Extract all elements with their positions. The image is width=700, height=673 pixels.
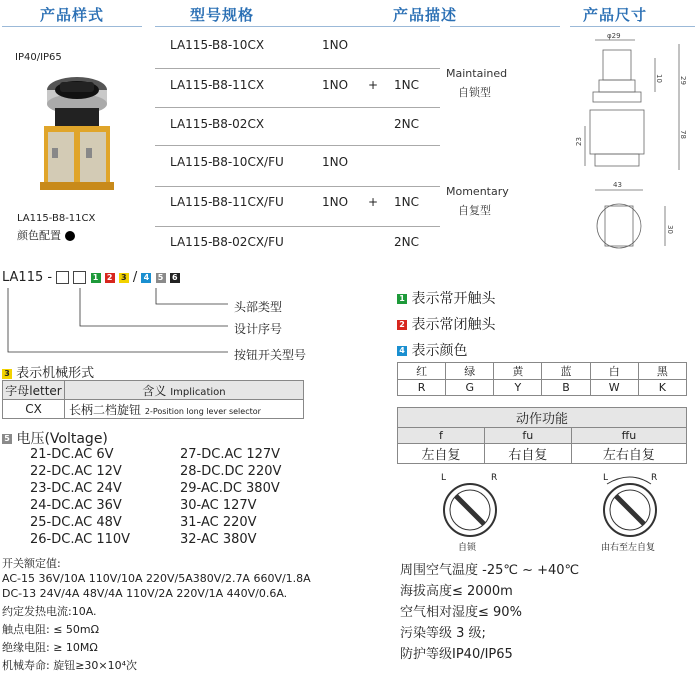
color-code-cell: G bbox=[446, 380, 494, 396]
mech-title bbox=[2, 362, 94, 381]
momentary-en: Momentary bbox=[446, 185, 509, 198]
function-desc: 左自复 bbox=[398, 444, 485, 464]
model-contact1: 1NO bbox=[322, 195, 349, 209]
dial1-caption: 自锁 bbox=[458, 543, 477, 553]
voltage-item: 24-DC.AC 36V bbox=[30, 498, 122, 513]
color-cn-cell: 绿 bbox=[446, 363, 494, 380]
environment bbox=[400, 560, 579, 665]
model-contact1: 1NO bbox=[322, 38, 349, 52]
voltage-right bbox=[180, 446, 281, 548]
mech-r2 bbox=[65, 400, 304, 419]
label-switch-model: 按钮开关型号 bbox=[234, 348, 307, 362]
momentary-cn: 自复型 bbox=[458, 204, 491, 217]
code-n3: 3 bbox=[119, 273, 129, 283]
ratings-contact: 触点电阻: ≤ 50mΩ bbox=[2, 623, 100, 636]
code-prefix: LA115 - bbox=[2, 270, 53, 285]
model-contact1: 1NO bbox=[322, 78, 349, 92]
voltage-title-text: 电压(Voltage) bbox=[16, 431, 108, 447]
label-head-type: 头部类型 bbox=[234, 300, 283, 314]
dim-78: 78 bbox=[679, 130, 687, 139]
voltage-title bbox=[2, 428, 108, 448]
model-contact2: 2NC bbox=[394, 117, 419, 131]
environment-item: 周围空气温度 -25℃ ~ +40℃ bbox=[400, 563, 580, 578]
voltage-item: 27-DC.AC 127V bbox=[180, 447, 281, 462]
label-design-no: 设计序号 bbox=[234, 322, 283, 336]
code-n4: 4 bbox=[141, 273, 151, 283]
function-desc: 右自复 bbox=[484, 444, 571, 464]
environment-item: 污染等级 3 级; bbox=[400, 626, 486, 641]
ratings-life: 机械寿命: 旋钮≥30×10⁴次 bbox=[2, 659, 138, 672]
code-n1: 1 bbox=[91, 273, 101, 283]
function-col: f bbox=[398, 428, 485, 444]
model-plus: + bbox=[368, 78, 379, 92]
code-n5: 5 bbox=[156, 273, 166, 283]
model-name: LA115-B8-02CX bbox=[170, 117, 265, 131]
color-code-cell: Y bbox=[494, 380, 542, 396]
color-table bbox=[397, 362, 687, 396]
color-cn-cell: 白 bbox=[590, 363, 638, 380]
dim-phi29: φ29 bbox=[607, 32, 621, 40]
model-contact2: 2NC bbox=[394, 235, 419, 249]
code-n2: 2 bbox=[105, 273, 115, 283]
ratings bbox=[2, 556, 311, 673]
voltage-item: 30-AC 127V bbox=[180, 498, 257, 513]
mech-r1: CX bbox=[3, 400, 65, 419]
voltage-item: 23-DC.AC 24V bbox=[30, 481, 122, 496]
function-col: fu bbox=[484, 428, 571, 444]
code-leader-lines bbox=[0, 286, 240, 366]
legend-no bbox=[397, 286, 495, 312]
model-name: LA115-B8-10CX bbox=[170, 38, 265, 52]
voltage-item: 31-AC 220V bbox=[180, 515, 257, 530]
function-title: 动作功能 bbox=[398, 408, 687, 428]
color-code-cell: B bbox=[542, 380, 590, 396]
header-dimensions: 产品尺寸 bbox=[583, 6, 648, 24]
color-code-cell: R bbox=[398, 380, 446, 396]
voltage-item: 28-DC.DC 220V bbox=[180, 464, 282, 479]
dim-43: 43 bbox=[613, 181, 622, 189]
dial1-r: R bbox=[491, 473, 498, 483]
mech-r2-en: 2-Position long lever selector bbox=[144, 406, 261, 416]
ratings-ac: AC-15 36V/10A 110V/10A 220V/5A380V/2.7A 660V/1.8A bbox=[2, 572, 311, 585]
dial2-r: R bbox=[651, 473, 658, 483]
legend bbox=[397, 286, 495, 364]
color-cn-cell: 蓝 bbox=[542, 363, 590, 380]
dim-23: 23 bbox=[575, 137, 583, 146]
ratings-insulation: 绝缘电阻: ≥ 10MΩ bbox=[2, 641, 98, 654]
environment-item: 防护等级IP40/IP65 bbox=[400, 647, 513, 662]
voltage-item: 21-DC.AC 6V bbox=[30, 447, 114, 462]
dim-10: 10 bbox=[655, 74, 663, 83]
model-contact2: 1NC bbox=[394, 78, 419, 92]
dial2-caption: 由右至左自复 bbox=[601, 543, 656, 553]
legend-nc bbox=[397, 312, 495, 338]
voltage-item: 22-DC.AC 12V bbox=[30, 464, 122, 479]
model-plus: + bbox=[368, 195, 379, 209]
product-model-label: LA115-B8-11CX bbox=[17, 213, 96, 224]
mech-h2-cn: 含义 bbox=[142, 383, 167, 398]
environment-item: 海拔高度≤ 2000m bbox=[400, 584, 513, 599]
voltage-num: 5 bbox=[2, 434, 12, 444]
color-config-text: 颜色配置 bbox=[17, 229, 61, 242]
model-contact1: 1NO bbox=[322, 155, 349, 169]
header-product-style: 产品样式 bbox=[40, 6, 105, 24]
function-table bbox=[397, 407, 687, 464]
ratings-title: 开关额定值: bbox=[2, 557, 61, 570]
product-photo bbox=[30, 68, 125, 198]
legend-nc-text: 表示常闭触头 bbox=[411, 317, 496, 333]
model-name: LA115-B8-02CX/FU bbox=[170, 235, 284, 249]
environment-item: 空气相对湿度≤ 90% bbox=[400, 605, 522, 620]
mech-num: 3 bbox=[2, 369, 12, 379]
dimension-drawing bbox=[575, 30, 700, 260]
dim-30: 30 bbox=[666, 225, 674, 234]
legend-no-text: 表示常开触头 bbox=[411, 291, 496, 307]
voltage-item: 32-AC 380V bbox=[180, 532, 257, 547]
dim-29v: 29 bbox=[679, 76, 687, 85]
header-description: 产品描述 bbox=[393, 6, 458, 24]
legend-color bbox=[397, 338, 495, 364]
code-box-1 bbox=[56, 271, 69, 284]
legend-num4: 4 bbox=[397, 346, 407, 356]
legend-color-text: 表示颜色 bbox=[411, 343, 468, 359]
voltage-item: 26-DC.AC 110V bbox=[30, 532, 131, 547]
color-cn-cell: 黄 bbox=[494, 363, 542, 380]
color-cn-cell: 红 bbox=[398, 363, 446, 380]
code-slash: / bbox=[132, 270, 138, 285]
code-box-2 bbox=[73, 271, 86, 284]
header-model-spec: 型号规格 bbox=[190, 6, 255, 24]
voltage-item: 25-DC.AC 48V bbox=[30, 515, 122, 530]
mech-h2 bbox=[65, 381, 304, 400]
code-n6: 6 bbox=[170, 273, 180, 283]
legend-num1: 1 bbox=[397, 294, 407, 304]
protection-label: IP40/IP65 bbox=[15, 52, 62, 63]
dial2-l: L bbox=[603, 473, 609, 483]
color-cn-cell: 黑 bbox=[638, 363, 686, 380]
header-bar bbox=[0, 0, 700, 28]
black-dot-icon bbox=[65, 231, 75, 241]
function-col: ffu bbox=[571, 428, 686, 444]
mech-table bbox=[2, 380, 304, 419]
dial-latching bbox=[435, 470, 505, 560]
mech-h2-en: Implication bbox=[170, 386, 226, 398]
mech-h1: 字母letter bbox=[3, 381, 65, 400]
color-code-cell: K bbox=[638, 380, 686, 396]
mech-r2-cn: 长柄二档旋钮 bbox=[69, 402, 142, 417]
mech-title-text: 表示机械形式 bbox=[16, 366, 95, 381]
voltage-item: 29-AC.DC 380V bbox=[180, 481, 280, 496]
function-desc: 左右自复 bbox=[571, 444, 686, 464]
ratings-heat: 约定发热电流:10A. bbox=[2, 605, 97, 618]
legend-num2: 2 bbox=[397, 320, 407, 330]
model-contact2: 1NC bbox=[394, 195, 419, 209]
dial1-l: L bbox=[441, 473, 447, 483]
maintained-en: Maintained bbox=[446, 67, 508, 80]
model-name: LA115-B8-11CX/FU bbox=[170, 195, 284, 209]
voltage-left bbox=[30, 446, 130, 548]
model-code bbox=[2, 270, 180, 285]
color-config-label bbox=[17, 227, 75, 243]
model-name: LA115-B8-11CX bbox=[170, 78, 265, 92]
maintained-cn: 自锁型 bbox=[458, 86, 491, 99]
model-name: LA115-B8-10CX/FU bbox=[170, 155, 284, 169]
color-code-cell: W bbox=[590, 380, 638, 396]
dial-momentary bbox=[595, 470, 685, 560]
ratings-dc: DC-13 24V/4A 48V/4A 110V/2A 220V/1A 440V/0.6A. bbox=[2, 587, 288, 600]
